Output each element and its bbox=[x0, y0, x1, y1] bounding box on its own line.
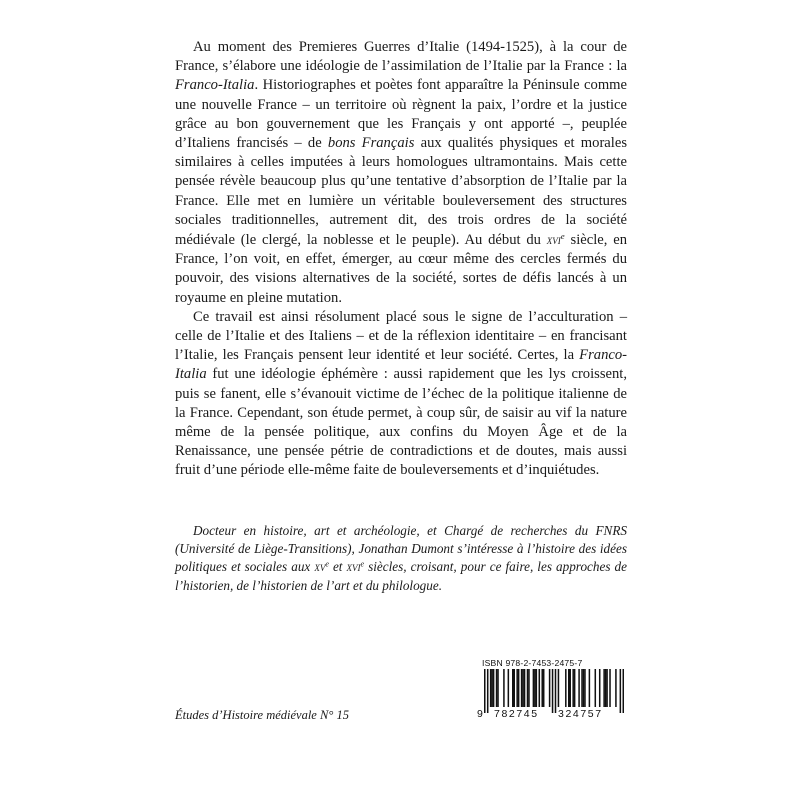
barcode-bar bbox=[527, 669, 529, 707]
blurb-paragraph-1: Au moment des Premieres Guerres d’Italie (1494-1525), à la cour de France, s’élabore une idéologie de l’assimilation de l’Italie par la France : la Franco-Italia. Historiographes et poètes font apparaître la Péninsule comme une nouvelle France – un territoire où règnent la paix, l’ordre et la justice grâce au bon gouvernement que les Français y ont apporté –, peuplée d’Italiens francisés – de bons Français aux qualités physiques et morales similaires à celles imputées à leurs homologues ultramontains. Mais cette pensée révèle beaucoup plus qu’une tentative d’absorption de l’Italie par la France. Elle met en lumière un véritable bouleversement des structures sociales traditionnelles, autrement dit, des trois ordres de la société médiévale (le clergé, la noblesse et le peuple). Au début du xvi$^e$ siècle, en France, l’on voit, en effet, émerger, au cœur même des cercles fermés du pouvoir, des visions alternatives de la société, sortes de défis lancés à un royaume en pleine mutation. bbox=[175, 39, 627, 306]
barcode-bar bbox=[484, 669, 486, 713]
barcode-bar bbox=[496, 669, 498, 707]
barcode-bar bbox=[539, 669, 541, 707]
blurb-text bbox=[175, 38, 627, 481]
barcode-bar bbox=[503, 669, 505, 707]
barcode-bar bbox=[605, 669, 607, 707]
barcode-bar bbox=[615, 669, 617, 707]
franco-italia-term: Franco-Italia bbox=[175, 347, 627, 383]
franco-italia-term: Franco-Italia bbox=[175, 77, 255, 94]
barcode-bar bbox=[583, 669, 585, 707]
isbn-barcode-block: ISBN 978-2-7453-2475-7 9 782745 324757 bbox=[480, 658, 628, 722]
barcode-bar bbox=[565, 669, 567, 707]
barcode-bar bbox=[595, 669, 597, 707]
barcode-bar bbox=[603, 669, 605, 707]
barcode-bar bbox=[552, 669, 554, 713]
author-bio: Docteur en histoire, art et archéologie, et Chargé de recherches du FNRS (Université de Liège-Transitions), Jonathan Dumont s’intéresse à l’histoire des idées politiques et sociales aux $xv^e$ et xvi$^e$ siècles, croisant, pour ce faire, les approches de l’historien, de l’historien de l’art et du philologue. bbox=[175, 523, 627, 593]
barcode-bar bbox=[487, 669, 489, 713]
barcode-bar bbox=[572, 669, 574, 707]
barcode-bar bbox=[549, 669, 551, 707]
barcode-bar bbox=[581, 669, 583, 707]
barcode-bar bbox=[606, 669, 608, 707]
barcode-bar bbox=[508, 669, 510, 707]
barcode-bar bbox=[518, 669, 520, 707]
barcode-bar bbox=[533, 669, 535, 707]
barcode-bar bbox=[516, 669, 518, 707]
barcode-bar bbox=[497, 669, 499, 707]
barcode-bar bbox=[623, 669, 624, 713]
barcode-bar bbox=[541, 669, 543, 707]
barcode-bar bbox=[493, 669, 495, 707]
barcode-bar bbox=[490, 669, 492, 707]
barcode-bar bbox=[584, 669, 586, 707]
barcode-bar bbox=[574, 669, 576, 707]
barcode-bar bbox=[609, 669, 611, 707]
barcode-bar bbox=[491, 669, 493, 707]
barcode-bar bbox=[524, 669, 526, 707]
barcode-bar bbox=[534, 669, 536, 707]
barcode-bar bbox=[536, 669, 538, 707]
barcode-bar bbox=[555, 669, 557, 713]
barcode-bar bbox=[568, 669, 570, 707]
barcode-bar bbox=[512, 669, 514, 707]
barcode-bar bbox=[589, 669, 591, 707]
barcode-bar bbox=[620, 669, 622, 713]
blurb-paragraph-2: Ce travail est ainsi résolument placé sous le signe de l’acculturation – celle de l’Italie et des Italiens – et de la réflexion identitaire – en francisant l’Italie, les Français pensent leur identité et leur société. Certes, la Franco-Italia fut une idéologie éphémère : aussi rapidement que les lys croissent, puis se fanent, elle s’évanouit victime de l’échec de la politique italienne de la France. Cependant, son étude permet, à coup sûr, de saisir au vif la nature même de la pensée politique, aux confins du Moyen Âge et de la Renaissance, une pensée pétrie de contradictions et de doutes, mais aussi fruit d’une période elle-même faite de bouleversements et d’inquiétudes. bbox=[175, 308, 627, 479]
barcode-bar bbox=[558, 669, 560, 707]
barcode-bar bbox=[543, 669, 545, 707]
barcode-bar bbox=[521, 669, 523, 707]
century-numeral: xvi bbox=[546, 232, 561, 248]
barcode-bar bbox=[528, 669, 530, 707]
barcode-icon bbox=[484, 669, 624, 713]
barcode-bar bbox=[513, 669, 515, 707]
barcode-bar bbox=[578, 669, 580, 707]
barcode-bar bbox=[522, 669, 524, 707]
bons-francais-term: bons Français bbox=[327, 135, 415, 152]
isbn-label: ISBN 978-2-7453-2475-7 bbox=[482, 658, 583, 668]
barcode-bar bbox=[599, 669, 601, 707]
barcode-bar bbox=[569, 669, 571, 707]
series-label: Études d’Histoire médiévale N° 15 bbox=[175, 708, 349, 722]
